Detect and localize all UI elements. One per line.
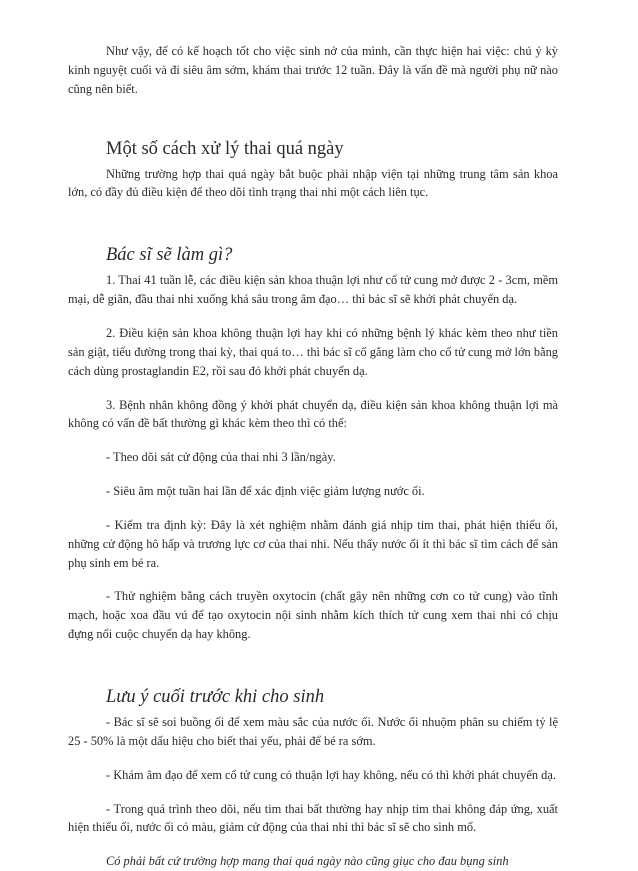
- section-heading-final-notes: Lưu ý cuối trước khi cho sinh: [106, 686, 325, 707]
- doctor-paragraph-5: - Siêu âm một tuần hai lần để xác định việc giảm lượng nước ối.: [106, 484, 425, 499]
- doctor-paragraph-2: 2. Điều kiện sản khoa không thuận lợi hay khi có những bệnh lý khác kèm theo như tiền sản giật, tiểu đường trong thai kỳ, thai quá to… thì bác sĩ cố gắng làm cho cổ tử cung mở lớn bằng cách dùng prostaglandin E2, rồi sau đó khởi phát chuyển dạ.: [68, 326, 558, 378]
- doctor-paragraph-7: - Thử nghiệm bằng cách truyền oxytocin (chất gây nên những cơn co tử cung) vào tĩnh mạch, hoặc xoa đầu vú để tạo oxytocin nội sinh nhằm kích thích tử cung xem thai nhi có chịu đựng nổi cuộc chuyển dạ hay không.: [68, 589, 558, 642]
- doctor-paragraph-6: - Kiểm tra định kỳ: Đây là xét nghiệm nhằm đánh giá nhịp tim thai, phát hiện thiểu ối, những cử động hô hấp và trương lực cơ của thai nhi. Nếu thấy nước ối ít thì bác sĩ tìm cách để sản phụ sinh em bé ra.: [68, 517, 558, 570]
- section-management-body: Những trường hợp thai quá ngày bắt buộc phải nhập viện tại những trung tâm sản khoa lớn, có đầy đủ điều kiện để theo dõi tình trạng thai nhi một cách liên tục.: [68, 166, 558, 200]
- doctor-paragraph-3: 3. Bệnh nhân không đồng ý khởi phát chuyển dạ, điều kiện sản khoa không thuận lợi mà không có vấn đề bất thường gì khác kèm theo thì có thể:: [68, 397, 558, 431]
- notes-paragraph-2: - Khám âm đạo để xem cổ tử cung có thuận lợi hay không, nếu có thì khởi phát chuyển dạ.: [106, 767, 556, 782]
- section-heading-doctor: Bác sĩ sẽ làm gì?: [106, 245, 233, 266]
- intro-paragraph: Như vậy, để có kế hoạch tốt cho việc sinh nở của mình, cần thực hiện hai việc: chú ý kỳ kinh nguyệt cuối và đi siêu âm sớm, khám thai trước 12 tuần. Đây là vấn đề mà người phụ nữ nào cũng nên biết.: [68, 44, 558, 96]
- section-spacer: [68, 217, 558, 243]
- doctor-paragraph-4: - Theo dõi sát cử động của thai nhi 3 lần/ngày.: [106, 450, 336, 465]
- notes-paragraph-1: - Bác sĩ sẽ soi buồng ối để xem màu sắc của nước ối. Nước ối nhuộm phân su chiếm tỷ lệ 25 - 50% là một dấu hiệu cho biết thai yếu, phải để bé ra sớm.: [68, 715, 558, 748]
- closing-question: Có phải bất cứ trường hợp mang thai quá ngày nào cũng giục cho đau bụng sinh: [106, 854, 509, 869]
- notes-paragraph-3: - Trong quá trình theo dõi, nếu tim thai bất thường hay nhịp tim thai không đáp ứng, xuất hiện thiểu ối, nước ối có màu, giảm cử động của thai nhi thì bác sĩ sẽ cho sinh mổ.: [68, 801, 558, 835]
- section-spacer: [68, 659, 558, 685]
- section-heading-management: Một số cách xử lý thai quá ngày: [106, 138, 344, 159]
- doctor-paragraph-1: 1. Thai 41 tuần lễ, các điều kiện sản khoa thuận lợi như cổ tử cung mở được 2 - 3cm, mềm mại, dễ giãn, đầu thai nhi xuống khá sâu trong âm đạo… thì bác sĩ sẽ khởi phát chuyển dạ.: [68, 273, 558, 307]
